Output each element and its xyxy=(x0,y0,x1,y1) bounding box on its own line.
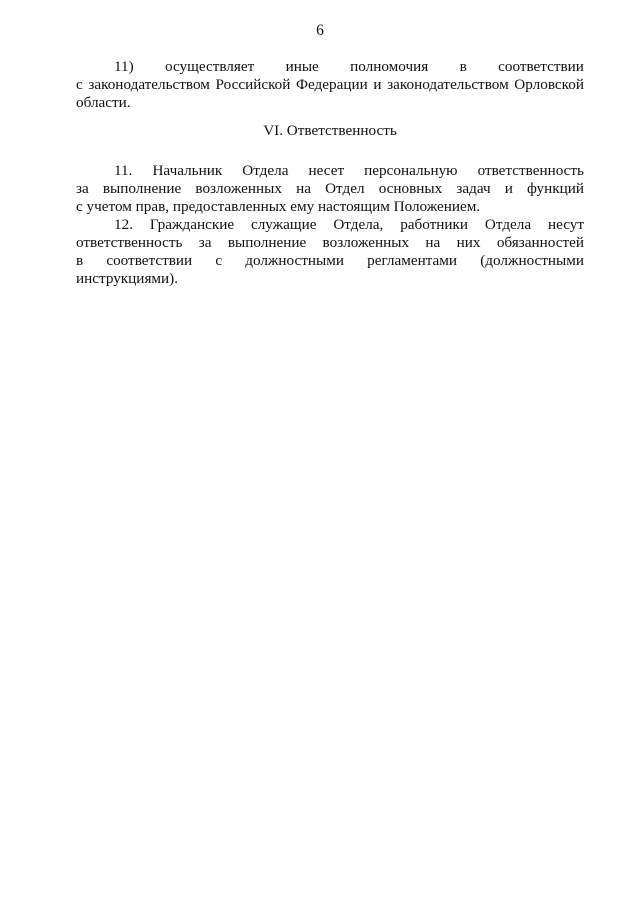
section-heading: VI. Ответственность xyxy=(263,122,397,139)
word: Отдела xyxy=(242,162,289,179)
word: иные xyxy=(285,58,319,75)
word: 11) xyxy=(114,58,134,75)
paragraph-12-line-3 xyxy=(76,252,584,270)
word: соответствии xyxy=(498,58,584,75)
word: персональную xyxy=(364,162,458,179)
paragraph-11-line-1 xyxy=(76,162,584,180)
word: в xyxy=(76,252,84,269)
word: (должностными xyxy=(480,252,584,269)
word: 11. xyxy=(114,162,133,179)
paragraph-12 xyxy=(76,216,584,288)
document-body xyxy=(76,58,584,288)
word: должностными xyxy=(245,252,344,269)
word: соответствии xyxy=(106,252,193,269)
paragraph-11 xyxy=(76,162,584,216)
item-11-line-2: с законодательством Российской Федерации и законодательством Орловской xyxy=(76,76,584,93)
word: ответственность xyxy=(477,162,584,179)
word: регламентами xyxy=(367,252,458,269)
item-11-line-1 xyxy=(76,58,584,76)
paragraph-11-line-3: с учетом прав, предоставленных ему настоящим Положением. xyxy=(76,198,481,215)
paragraph-12-line-2: ответственность за выполнение возложенных на них обязанностей xyxy=(76,234,584,251)
word: полномочия xyxy=(350,58,429,75)
paragraph-12-line-4: инструкциями). xyxy=(76,270,179,287)
word: несет xyxy=(308,162,345,179)
word: в xyxy=(459,58,467,75)
item-11-paragraph xyxy=(76,58,584,112)
word: с xyxy=(215,252,223,269)
paragraph-12-line-1: 12. Гражданские служащие Отдела, работники Отдела несут xyxy=(114,216,584,233)
page-number: 6 xyxy=(316,22,324,39)
paragraph-11-line-2: за выполнение возложенных на Отдел основных задач и функций xyxy=(76,180,584,197)
item-11-line-3: области. xyxy=(76,94,131,111)
word: осуществляет xyxy=(165,58,255,75)
word: Начальник xyxy=(152,162,223,179)
